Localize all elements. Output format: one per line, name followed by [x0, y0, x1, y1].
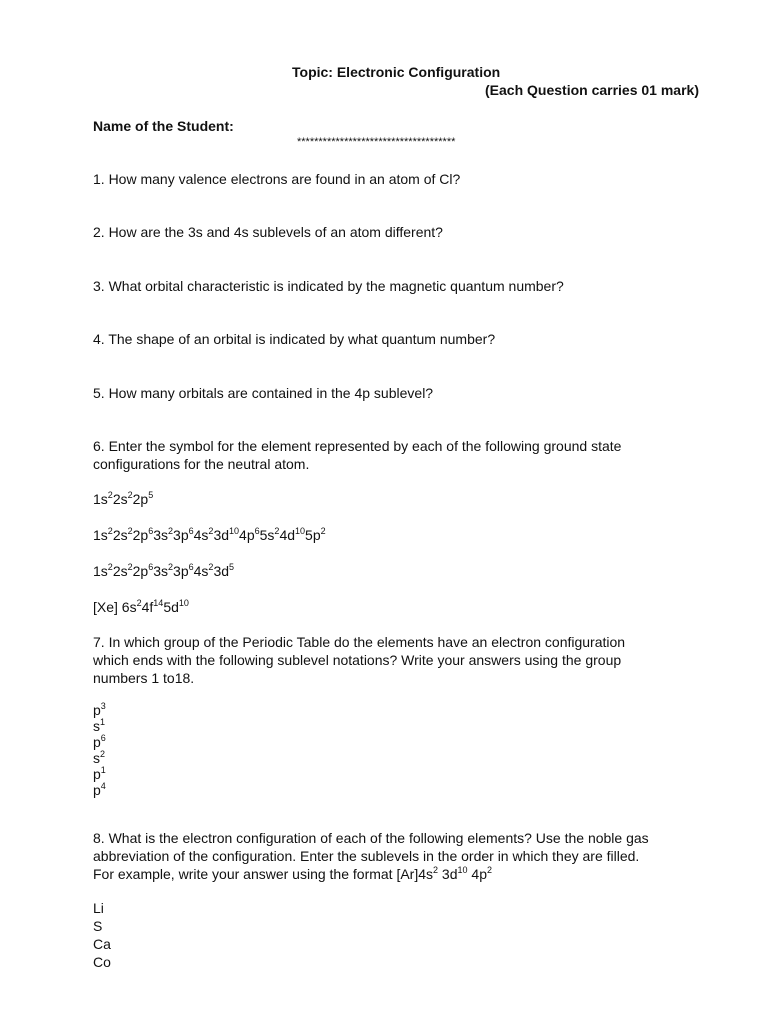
orbital-term: 4d [279, 527, 296, 543]
electron-count: 2 [127, 490, 133, 500]
sublevel-letter: p [93, 766, 101, 782]
orbital-term: 5d [163, 599, 179, 615]
question-2: 2. How are the 3s and 4s sublevels of an atom different? [93, 224, 443, 240]
element-symbol: Co [93, 954, 111, 970]
format-example-text: For example, write your answer using the format [Ar]4s [93, 866, 434, 882]
format-example-text: 4p [467, 866, 487, 882]
element-symbol: Ca [93, 936, 111, 952]
electron-count: 6 [188, 562, 194, 572]
orbital-term: 2p [132, 491, 149, 507]
orbital-term: 5s [259, 527, 275, 543]
sublevel-electrons: 6 [100, 733, 106, 743]
question-6-line-1: 6. Enter the symbol for the element represented by each of the following ground state [93, 438, 622, 454]
electron-count: 10 [295, 526, 306, 536]
question-1: 1. How many valence electrons are found in an atom of Cl? [93, 171, 461, 187]
sublevel-list [93, 702, 106, 798]
configuration-3 [93, 562, 234, 580]
electron-count: 6 [188, 526, 194, 536]
element-list [93, 899, 111, 971]
sublevel-item [93, 718, 106, 734]
electron-count: 2 [127, 562, 133, 572]
format-example-sup: 10 [457, 865, 468, 875]
electron-count: 10 [229, 526, 240, 536]
question-7-line-3: numbers 1 to18. [93, 670, 195, 686]
sublevel-letter: p [93, 702, 101, 718]
electron-count: 2 [107, 562, 113, 572]
electron-count: 5 [148, 490, 154, 500]
orbital-term: 1s [93, 491, 108, 507]
orbital-term: 3p [173, 563, 189, 579]
orbital-term: 2p [132, 527, 149, 543]
electron-count: 2 [208, 562, 214, 572]
format-example-sup: 2 [433, 865, 439, 875]
orbital-term: 2s [112, 527, 128, 543]
question-8-line-1: 8. What is the electron configuration of each of the following elements? Use the noble gas [93, 830, 649, 846]
topic-title: Topic: Electronic Configuration [292, 64, 501, 80]
student-name-label: Name of the Student: [93, 118, 234, 134]
orbital-term: 3s [153, 563, 169, 579]
orbital-term: 2p [132, 563, 149, 579]
question-6-line-2: configurations for the neutral atom. [93, 456, 310, 472]
electron-count: 2 [168, 526, 174, 536]
sublevel-item [93, 782, 106, 798]
orbital-term: 4s [193, 563, 209, 579]
sublevel-letter: s [93, 750, 100, 766]
orbital-term: 3d [213, 527, 230, 543]
electron-count: 14 [153, 598, 164, 608]
orbital-term: 2s [112, 563, 128, 579]
electron-count: 2 [107, 526, 113, 536]
sublevel-item [93, 702, 106, 718]
orbital-term: 3p [173, 527, 189, 543]
sublevel-letter: p [93, 734, 101, 750]
sublevel-letter: s [93, 718, 100, 734]
sublevel-item [93, 766, 106, 782]
electron-count: 2 [136, 598, 142, 608]
electron-count: 6 [254, 526, 260, 536]
sublevel-electrons: 1 [100, 765, 106, 775]
configuration-4 [93, 598, 189, 616]
orbital-term: 3d [213, 563, 230, 579]
question-8-line-3 [93, 865, 492, 883]
orbital-term: 3s [153, 527, 169, 543]
configuration-2 [93, 526, 326, 544]
orbital-term: 4p [239, 527, 255, 543]
electron-count: 2 [208, 526, 214, 536]
sublevel-electrons: 3 [100, 701, 106, 711]
electron-count: 6 [148, 526, 154, 536]
sublevel-electrons: 4 [100, 781, 106, 791]
orbital-term: 5p [305, 527, 321, 543]
orbital-term: 1s [93, 563, 108, 579]
element-symbol: Li [93, 900, 104, 916]
format-example-text: 3d [438, 866, 458, 882]
orbital-term: 4f [141, 599, 154, 615]
question-7-line-2: which ends with the following sublevel notations? Write your answers using the group [93, 652, 622, 668]
sublevel-item [93, 750, 106, 766]
orbital-term: 4s [193, 527, 209, 543]
student-name-blank: ************************************* [297, 136, 456, 148]
sublevel-electrons: 1 [100, 717, 106, 727]
electron-count: 2 [274, 526, 280, 536]
sublevel-item [93, 734, 106, 750]
question-8-line-2: abbreviation of the configuration. Enter the sublevels in the order in which they are filled. [93, 848, 640, 864]
format-example-sup: 2 [487, 865, 493, 875]
orbital-term: [Xe] 6s [93, 599, 137, 615]
sublevel-letter: p [93, 782, 101, 798]
question-4: 4. The shape of an orbital is indicated by what quantum number? [93, 331, 496, 347]
electron-count: 2 [168, 562, 174, 572]
configuration-1 [93, 490, 153, 508]
electron-count: 5 [229, 562, 235, 572]
electron-count: 2 [107, 490, 113, 500]
question-7-line-1: 7. In which group of the Periodic Table do the elements have an electron configuration [93, 634, 626, 650]
electron-count: 6 [148, 562, 154, 572]
element-symbol: S [93, 918, 103, 934]
orbital-term: 1s [93, 527, 108, 543]
sublevel-electrons: 2 [100, 749, 106, 759]
question-5: 5. How many orbitals are contained in the 4p sublevel? [93, 385, 434, 401]
electron-count: 10 [178, 598, 189, 608]
electron-count: 2 [127, 526, 133, 536]
electron-count: 2 [320, 526, 326, 536]
question-3: 3. What orbital characteristic is indicated by the magnetic quantum number? [93, 278, 564, 294]
marks-note: (Each Question carries 01 mark) [485, 82, 699, 98]
orbital-term: 2s [112, 491, 128, 507]
